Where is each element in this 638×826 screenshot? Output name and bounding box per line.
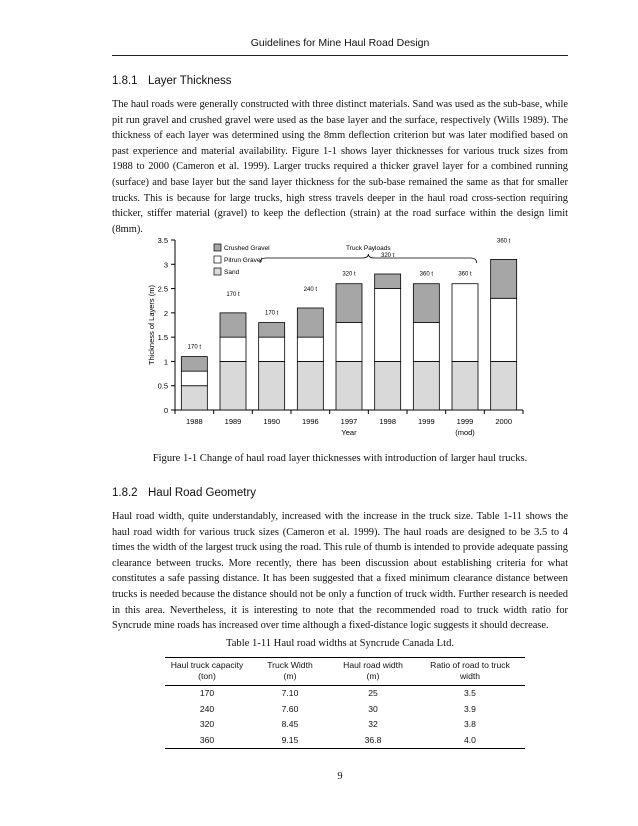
column-header: Ratio of road to truck width <box>415 658 525 686</box>
y-tick-label: 1 <box>163 357 168 367</box>
y-tick-label: 3 <box>163 260 168 270</box>
bar-segment <box>297 308 323 337</box>
payload-label: 360 t <box>496 238 511 245</box>
y-tick-label: 2 <box>163 308 168 318</box>
y-tick-label: 2.5 <box>157 284 168 294</box>
payload-label: 170 t <box>226 291 240 298</box>
y-tick-label: 0.5 <box>157 381 168 391</box>
bar-segment <box>375 274 401 289</box>
legend-label: Sand <box>224 269 240 276</box>
section-number: 1.8.1 <box>112 75 138 87</box>
table-cell: 4.0 <box>415 733 525 749</box>
bar-segment <box>220 337 246 361</box>
paragraph-haul-road-geometry: Haul road width, quite understandably, increased with the increase in the truck size. Table 1-11 shows the haul road width for various truck sizes (Cameron et al. 1999). The haul roads are designed to be 3.5 to 4 times the width of the largest truck using the road. This rule of thumb is intended to provide adequate passing clearance between trucks. More recently, there has been discussion about establishing criteria for what constitutes a safe passing distance. It has been suggested that a fixed minimum clearance distance between trucks is needed because the distance should not be only a function of truck width. Further research is needed in this area. Nevertheless, it is interesting to note that the recommended road to truck width ratio for Syncrude mine roads has increased over time although a fixed-distance logic suggests it should decrease. <box>112 511 568 632</box>
column-header: Haul truck capacity (ton) <box>165 658 249 686</box>
bar-segment <box>220 313 246 337</box>
bar-segment <box>375 361 401 410</box>
figure-caption: Figure 1-1 Change of haul road layer thicknesses with introduction of larger haul trucks. <box>152 453 528 464</box>
bar-segment <box>336 284 362 323</box>
table-cell: 25 <box>368 688 378 698</box>
bar-segment <box>452 284 478 362</box>
table-cell: 320 <box>199 719 215 730</box>
header-rule <box>112 55 568 56</box>
table-cell: 7.60 <box>281 703 299 714</box>
bar-segment <box>220 361 246 410</box>
x-tick-label: 1999 <box>456 417 474 426</box>
y-tick-label: 1.5 <box>157 333 168 343</box>
bar-segment <box>297 361 323 410</box>
table-cell: 36.8 <box>331 733 415 749</box>
legend-label: Pitrun Gravel <box>224 257 262 264</box>
y-axis-title: Thickness of Layers (m) <box>147 284 156 366</box>
payload-label: 170 t <box>187 344 202 351</box>
section-number: 1.8.2 <box>112 487 138 499</box>
table-row <box>165 686 525 702</box>
layer-thickness-chart <box>140 230 535 440</box>
x-axis-title: Year <box>341 428 357 437</box>
bar-segment <box>181 371 207 386</box>
column-header: Truck Width (m) <box>249 658 331 686</box>
bar-segment <box>336 323 362 362</box>
paragraph-layer-thickness: The haul roads were generally constructed with three distinct materials. Sand was used as the sub-base, while pit run gravel and crushed gravel were used as the base layer and the surface, respectively (Wills 1989). The thickness of each layer was determined using the 8mm deflection criterion but was later modified based on past experience and material availability. Figure 1-1 shows layer thicknesses for various truck sizes from 1988 to 2000 (Cameron et al. 1999). Larger trucks required a thicker gravel layer for a combined running (surface) and base layer but the sand layer thickness for the sub-base remained the same as that for smaller trucks. This is because for large trucks, high stress travels deeper in the haul road cross-section requiring thicker, stiffer material (gravel) to keep the deflection (strain) at the road surface within the design limit (8mm). <box>112 99 568 235</box>
bar-segment <box>452 361 478 410</box>
table-cell: 7.10 <box>281 688 299 698</box>
x-tick-label: 1988 <box>185 417 203 426</box>
payload-label: 320 t <box>342 271 356 278</box>
bar-segment <box>181 357 207 372</box>
table-cell: 3.5 <box>464 688 476 698</box>
table-cell: 240 <box>199 703 215 714</box>
table-cell: 30 <box>368 703 378 714</box>
table-header-row <box>165 658 525 686</box>
bar-segment <box>491 298 517 361</box>
x-tick-label: 2000 <box>495 417 513 426</box>
table-caption: Table 1-11 Haul road widths at Syncrude Canada Ltd. <box>225 638 455 649</box>
haul-road-width-table <box>165 657 525 749</box>
section-heading-haul-road-geometry <box>112 487 256 499</box>
table-cell: 170 <box>199 688 215 698</box>
bar-segment <box>259 361 285 410</box>
y-tick-label: 3.5 <box>157 236 168 245</box>
payload-label: 360 t <box>419 271 434 278</box>
table-cell: 8.45 <box>281 719 299 730</box>
x-tick-label: 1990 <box>263 417 281 426</box>
section-title: Layer Thickness <box>148 75 232 87</box>
legend-swatch <box>214 268 221 275</box>
bar-segment <box>413 323 439 362</box>
bar-segment <box>181 386 207 410</box>
table-cell: 9.15 <box>249 733 331 749</box>
x-tick-label: 1996 <box>301 417 319 426</box>
bar-segment <box>259 337 285 361</box>
legend-swatch <box>214 244 221 251</box>
table-cell: 3.9 <box>464 703 476 714</box>
bar-segment <box>491 361 517 410</box>
y-tick-label: 0 <box>163 406 168 415</box>
column-header: Haul road width (m) <box>331 658 415 686</box>
bar-segment <box>413 361 439 410</box>
section-heading-layer-thickness <box>112 75 232 87</box>
bar-segment <box>297 337 323 361</box>
table-cell: 32 <box>368 719 378 730</box>
table-row <box>165 702 525 718</box>
x-tick-label: 1989 <box>224 417 242 426</box>
x-tick-label: 1997 <box>340 417 358 426</box>
payload-label: 170 t <box>264 310 279 317</box>
bar-segment <box>375 289 401 362</box>
bar-segment <box>336 361 362 410</box>
table-cell: 3.8 <box>464 719 476 730</box>
payload-label: 240 t <box>303 287 318 293</box>
truck-payloads-annotation: Truck Payloads <box>346 245 391 252</box>
x-tick-label: (mod) <box>455 428 475 437</box>
payload-label: 320 t <box>380 253 395 259</box>
payload-brace <box>260 254 477 263</box>
table-row <box>165 733 525 749</box>
section-title: Haul Road Geometry <box>148 487 257 499</box>
bar-segment <box>259 323 285 338</box>
table-cell: 360 <box>165 733 249 749</box>
bar-segment <box>413 284 439 323</box>
page-number: 9 <box>337 771 343 782</box>
payload-label: 360 t <box>458 271 472 278</box>
running-header: Guidelines for Mine Haul Road Design <box>250 37 430 49</box>
x-tick-label: 1999 <box>417 417 435 426</box>
bar-segment <box>491 259 517 298</box>
table-row <box>165 717 525 733</box>
legend-swatch <box>214 256 221 263</box>
x-tick-label: 1998 <box>379 417 397 426</box>
legend-label: Crushed Gravel <box>224 245 270 252</box>
